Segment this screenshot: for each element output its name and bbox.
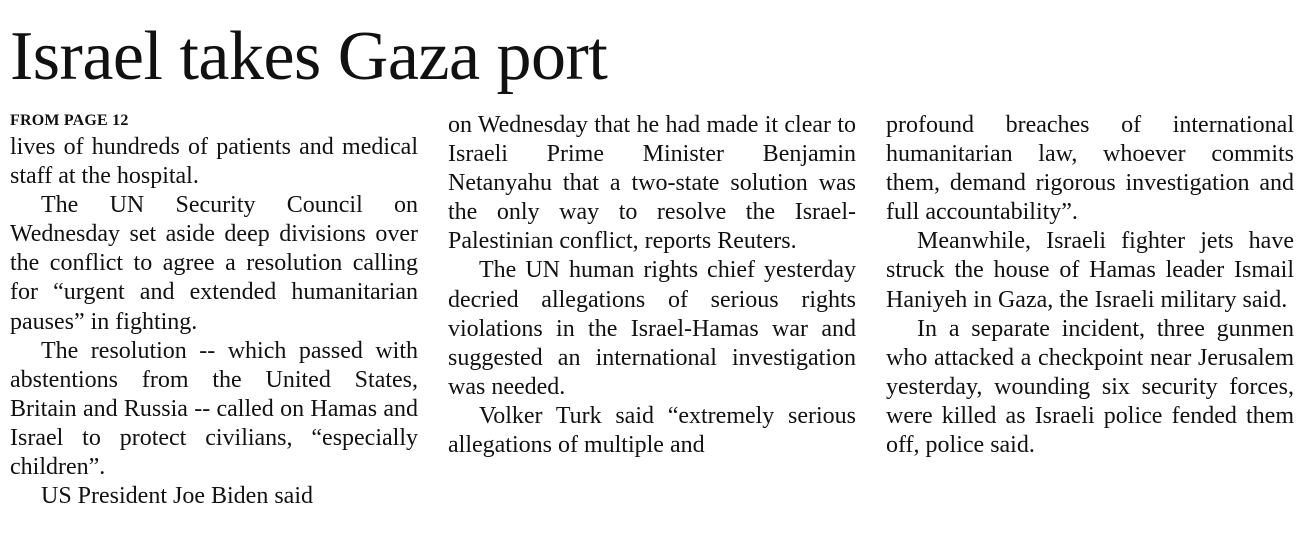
paragraph: Meanwhile, Israeli fighter jets have struck the house of Hamas leader Ismail Haniyeh in Gaza, the Israeli military said. bbox=[886, 228, 1294, 313]
paragraph: on Wednesday that he had made it clear to Israeli Prime Minister Benjamin Netanyahu that a two-state solution was the only way to resolve the Israel-Palestinian conflict, reports Reuters. bbox=[448, 112, 856, 255]
paragraph: The resolution -- which passed with abstentions from the United States, Britain and Russia -- called on Hamas and Israel to protect civilians, “especially children”. bbox=[10, 337, 418, 481]
paragraph: lives of hundreds of patients and medical staff at the hospital. bbox=[10, 134, 418, 190]
article-column-3 bbox=[886, 110, 1294, 460]
paragraph: The UN Security Council on Wednesday set aside deep divisions over the conflict to agree a resolution calling for “urgent and extended humanitarian pauses” in fighting. bbox=[10, 192, 418, 335]
paragraph: The UN human rights chief yesterday decried allegations of serious rights violations in the Israel-Hamas war and suggested an international investigation was needed. bbox=[448, 257, 856, 400]
article-column-2 bbox=[448, 110, 856, 460]
article-column-1 bbox=[10, 110, 418, 511]
paragraph: US President Joe Biden said bbox=[41, 483, 313, 510]
paragraph: In a separate incident, three gunmen who attacked a checkpoint near Jerusalem yesterday, wounding six security forces, were killed as Israeli police fended them off, police said. bbox=[886, 315, 1294, 459]
continued-from-page-label: FROM PAGE 12 bbox=[10, 112, 129, 129]
paragraph: profound breaches of international humanitarian law, whoever commits them, demand rigorous investigation and full accountability”. bbox=[886, 112, 1294, 226]
paragraph: Volker Turk said “extremely serious allegations of multiple and bbox=[448, 402, 856, 459]
headline: Israel takes Gaza port bbox=[10, 18, 608, 95]
